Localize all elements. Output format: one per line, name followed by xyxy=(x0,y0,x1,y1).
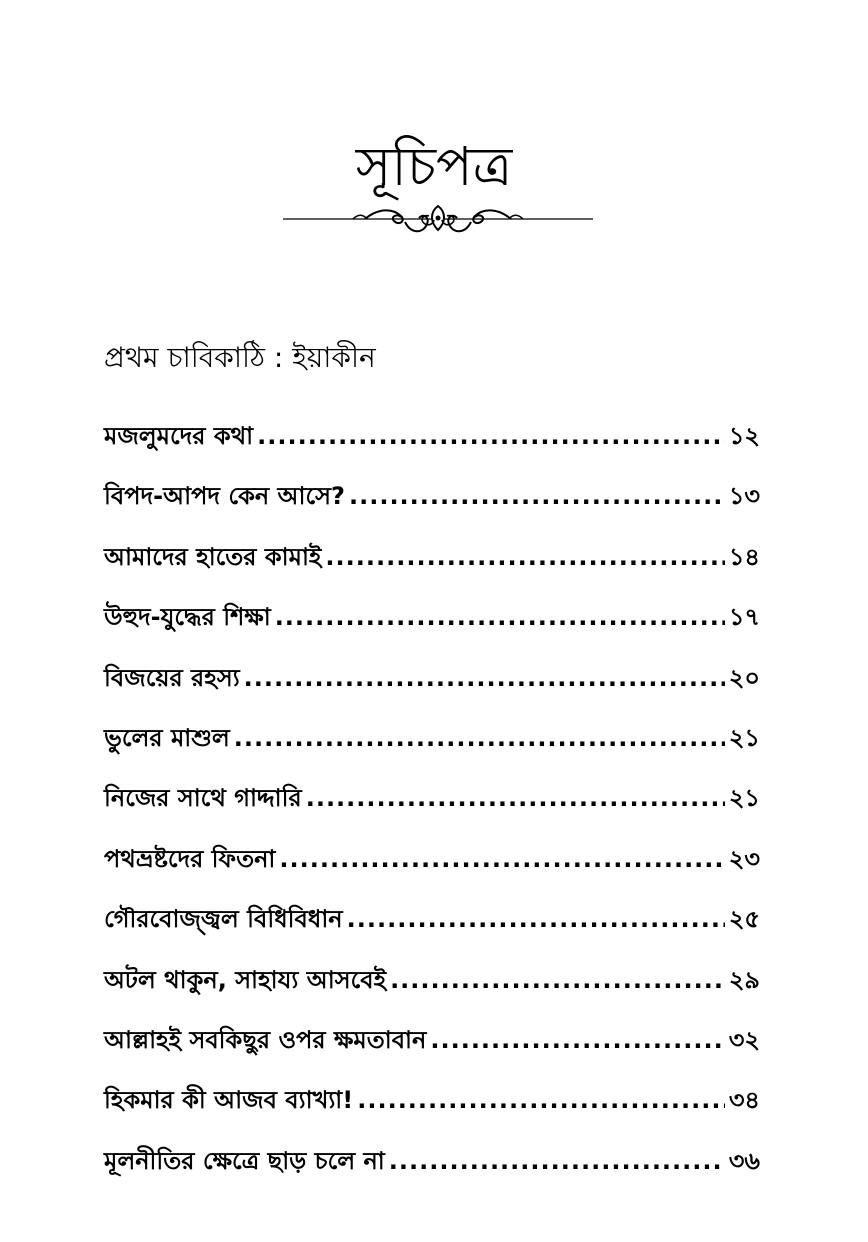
dot-leader xyxy=(347,905,725,933)
dot-leader xyxy=(325,543,724,571)
toc-entry-title: ভুলের মাশুল xyxy=(104,723,230,752)
toc-entry xyxy=(104,1143,760,1203)
dot-leader xyxy=(357,1086,725,1114)
toc-entry-page: ৩৪ xyxy=(728,1086,760,1115)
dot-leader xyxy=(389,1147,725,1175)
toc-entry xyxy=(104,720,760,780)
toc-entry-page: ২০ xyxy=(728,663,760,692)
toc-entry-page: ২১ xyxy=(728,723,760,752)
toc-entry-title: মজলুমদের কথা xyxy=(104,422,254,450)
toc-entry xyxy=(104,1022,760,1082)
toc-entry-title: হিকমার কী আজব ব্যাখ্যা! xyxy=(104,1086,354,1115)
toc-entry-page: ২৯ xyxy=(728,965,760,994)
dot-leader xyxy=(430,1026,724,1054)
toc-entry xyxy=(104,418,760,478)
table-of-contents xyxy=(104,418,760,1203)
toc-entry-page: ১৩ xyxy=(728,482,760,511)
toc-entry-page: ১৭ xyxy=(728,603,760,632)
dot-leader xyxy=(257,422,725,450)
dot-leader xyxy=(244,664,725,692)
toc-entry-title: উহুদ-যুদ্ধের শিক্ষা xyxy=(104,603,271,632)
toc-entry-title: পথভ্রষ্টদের ফিতনা xyxy=(104,844,276,873)
toc-entry xyxy=(104,478,760,538)
dot-leader xyxy=(306,784,725,812)
toc-entry xyxy=(104,660,760,720)
toc-entry-page: ১২ xyxy=(728,422,760,450)
toc-entry xyxy=(104,901,760,961)
toc-entry-title: অটল থাকুন, সাহায্য আসবেই xyxy=(104,965,387,994)
toc-entry-page: ৩২ xyxy=(728,1025,760,1054)
toc-entry-page: ২১ xyxy=(728,784,760,813)
toc-entry xyxy=(104,962,760,1022)
toc-entry-page: ৩৬ xyxy=(728,1146,760,1175)
toc-entry-title: আল্লাহই সবকিছুর ওপর ক্ষমতাবান xyxy=(104,1025,427,1054)
dot-leader xyxy=(234,724,725,752)
toc-entry-page: ২৩ xyxy=(728,844,760,873)
toc-entry xyxy=(104,539,760,599)
toc-entry-page: ২৫ xyxy=(728,905,760,934)
section-heading: প্রথম চাবিকাঠি : ইয়াকীন xyxy=(104,341,376,374)
toc-entry xyxy=(104,841,760,901)
toc-entry-page: ১৪ xyxy=(728,542,760,571)
toc-entry-title: মূলনীতির ক্ষেত্রে ছাড় চলে না xyxy=(104,1146,385,1175)
page-title: সূচিপত্র xyxy=(355,135,513,198)
flourish-divider-icon xyxy=(283,200,593,240)
dot-leader xyxy=(275,603,725,631)
toc-entry xyxy=(104,780,760,840)
toc-entry xyxy=(104,599,760,659)
dot-leader xyxy=(390,966,725,994)
dot-leader xyxy=(349,482,725,510)
toc-entry-title: নিজের সাথে গাদ্দারি xyxy=(104,784,302,813)
toc-entry-title: বিপদ-আপদ কেন আসে? xyxy=(104,482,345,511)
toc-entry-title: আমাদের হাতের কামাই xyxy=(104,542,322,571)
toc-entry-title: বিজয়ের রহস্য xyxy=(104,663,240,692)
dot-leader xyxy=(279,845,724,873)
toc-entry-title: গৌরবোজ্জ্বল বিধিবিধান xyxy=(104,905,343,934)
toc-entry xyxy=(104,1082,760,1142)
